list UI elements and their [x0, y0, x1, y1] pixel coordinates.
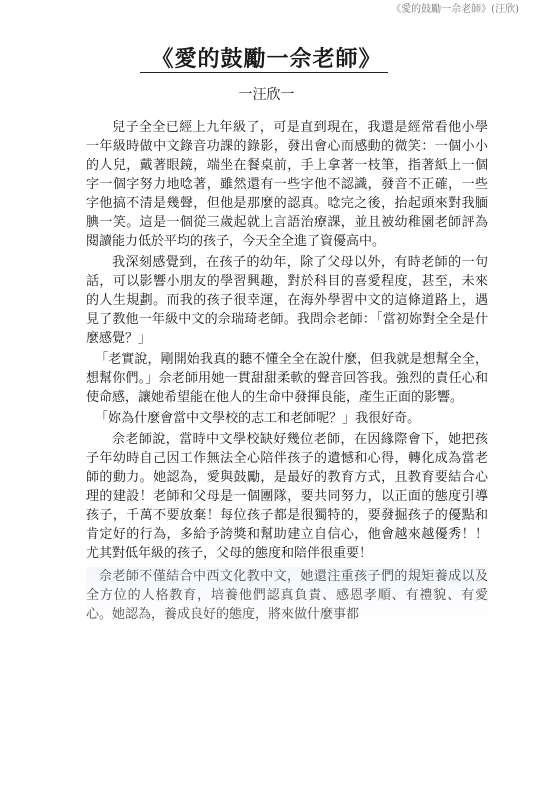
body-paragraph: 佘老師不僅結合中西文化教中文，她還注重孩子們的規矩養成以及全方位的人格教育，培養他們認真負責、感恩孝順、有禮貌、有愛心。她認為，養成良好的態度，將來做什麼事都: [86, 569, 488, 622]
running-header: 《愛的鼓勵一佘老師》(汪欣): [391, 4, 519, 15]
body-paragraph: 「妳為什麼會當中文學校的志工和老師呢？」我很好奇。: [95, 411, 421, 426]
body-paragraph: 佘老師說，當時中文學校缺好幾位老師，在因緣際會下，她把孩子年幼時自己因工作無法全心陪伴孩子的遺憾和心得，轉化成為當老師的動力。她認為，愛與鼓勵，是最好的教育方式，且教育要結合心理的建設！老師和父母是一個團隊，要共同努力，以正面的態度引導孩子，千萬不要放棄！每位孩子都是很獨特的，要發掘孩子的優點和肯定好的行為，多給予誇獎和幫助建立自信心，他會越來越優秀！！尤其對低年級的孩子，父母的態度和陪伴很重要！: [86, 432, 488, 561]
title-underline: [140, 72, 388, 73]
article-body: [86, 118, 488, 626]
article-author: 一汪欣一: [238, 87, 295, 103]
body-paragraph: 我深刻感覺到，在孩子的幼年，除了父母以外，有時老師的一句話，可以影響小朋友的學習興趣，對於科目的喜愛程度，甚至，未來的人生規劃。而我的孩子很幸運，在海外學習中文的這條道路上，遇見了教他一年級中文的佘瑞琦老師。我問佘老師：「當初妳對全全是什麼感覺？」: [86, 255, 488, 346]
body-paragraph: 「老實說，剛開始我真的聽不懂全全在說什麼，但我就是想幫全全，想幫你們。」佘老師用她一貫甜甜柔軟的聲音回答我。強烈的責任心和使命感，讓她希望能在他人的生命中發揮良能，產生正面的影響。: [86, 352, 488, 405]
body-paragraph: 兒子全全已經上九年級了，可是直到現在，我還是經常看他小學一年級時做中文錄音功課的錄影，發出會心而感動的微笑：一個小小的人兒，戴著眼鏡，端坐在餐桌前，手上拿著一枝筆，指著紙上一個字一個字努力地唸著，雖然還有一些字他不認識，發音不正確，一些字他搞不清是幾聲，但他是那麼的認真。唸完之後，抬起頭來對我腼腆一笑。這是一個從三歲起就上言語治療課，並且被幼稚園老師評為閱讀能力低於平均的孩子，今天全全進了資優高中。: [86, 120, 488, 249]
article-title: 《愛的鼓勵一佘老師》: [151, 46, 382, 72]
